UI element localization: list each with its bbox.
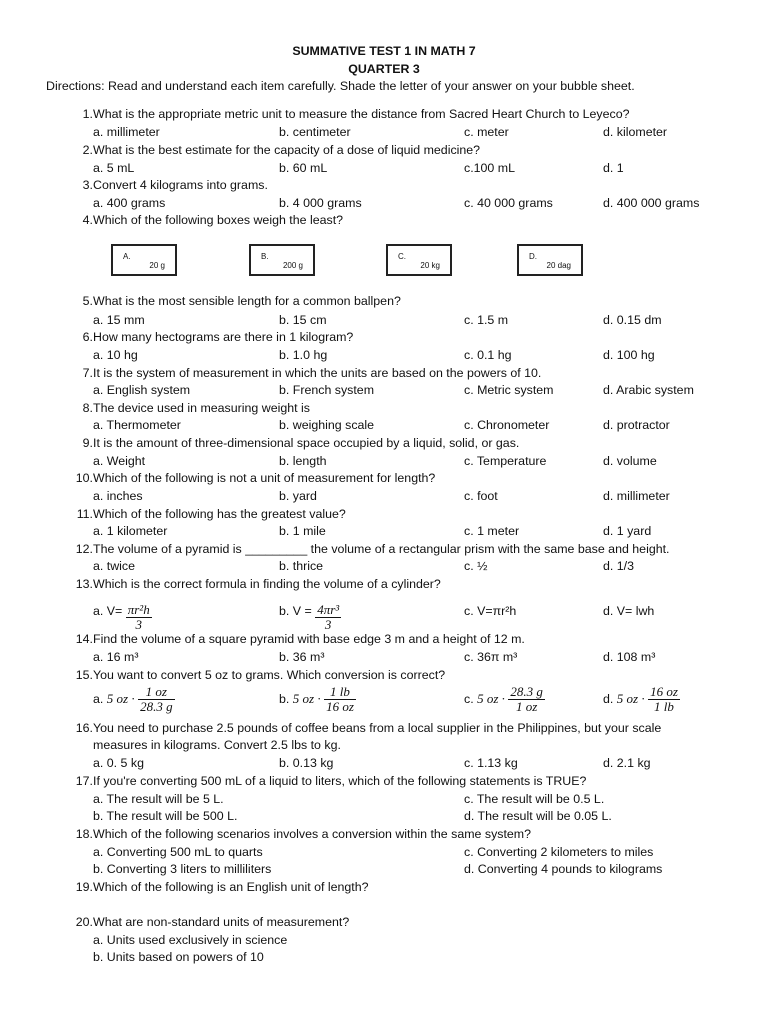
question-text: What are non-standard units of measurement? [93, 915, 350, 929]
question-16-option-b: b. 0.13 kg [279, 756, 334, 770]
question-number: 14. [75, 632, 93, 646]
question-17-option-c: c. The result will be 0.5 L. [464, 792, 605, 806]
q14-option-a: a. 16 m³ [93, 650, 139, 664]
question-13 [69, 577, 441, 591]
question-19 [69, 880, 369, 894]
q15-option-c: c. 5 oz · $\frac{28.3 g}{1 oz}$ [464, 684, 543, 714]
q14-option-b: b. 36 m³ [279, 650, 325, 664]
question-3 [69, 178, 268, 192]
question-text: Which of the following has the greatest value? [93, 507, 346, 521]
question-8-option-a: a. Thermometer [93, 418, 181, 432]
question-16-option-a: a. 0. 5 kg [93, 756, 144, 770]
test-title: SUMMATIVE TEST 1 IN MATH 7 [292, 44, 476, 58]
question-number: 16. [75, 721, 93, 735]
question-2 [69, 143, 481, 157]
question-2-option-a: a. 5 mL [93, 161, 135, 175]
question-text: If you're converting 500 mL of a liquid to liters, which of the following statements is TRUE? [93, 774, 587, 788]
question-text: Which is the correct formula in finding the volume of a cylinder? [93, 577, 441, 591]
question-text: The device used in measuring weight is [93, 401, 310, 415]
question-18-option-b: b. Converting 3 liters to milliliters [93, 862, 272, 876]
question-16 [69, 721, 662, 752]
question-11-option-a: a. 1 kilometer [93, 524, 168, 538]
question-number: 19. [75, 880, 93, 894]
question-3-option-b: b. 4 000 grams [279, 196, 362, 210]
question-20-option-a: a. Units used exclusively in science [93, 933, 288, 947]
question-number: 1. [82, 107, 93, 121]
question-number: 5. [82, 294, 93, 308]
question-number: 15. [75, 668, 93, 682]
q15-options [0, 684, 768, 714]
question-9-option-c: c. Temperature [464, 454, 547, 468]
question-12-option-d: d. 1/3 [603, 559, 635, 573]
q4-box-c [386, 244, 452, 276]
question-8-option-b: b. weighing scale [279, 418, 375, 432]
question-6-option-b: b. 1.0 hg [279, 348, 328, 362]
directions: Directions: Read and understand each item carefully. Shade the letter of your answer on your bubble sheet. [46, 79, 635, 93]
question-3-option-a: a. 400 grams [93, 196, 166, 210]
question-text: What is the most sensible length for a common ballpen? [93, 294, 401, 308]
question-18 [69, 827, 532, 841]
question-8-option-c: c. Chronometer [464, 418, 550, 432]
question-number: 2. [82, 143, 93, 157]
question-number: 3. [82, 178, 93, 192]
box-letter: A. [123, 252, 131, 261]
question-5-option-a: a. 15 mm [93, 313, 145, 327]
question-number: 10. [75, 471, 93, 485]
q15-option-b: b. 5 oz · $\frac{1 lb}{16 oz}$ [279, 684, 354, 714]
q13-option-a: a. V= $\frac{\text{πr²h}}{3}$ [93, 602, 150, 632]
question-11 [69, 507, 346, 521]
q14-option-c: c. 36π m³ [464, 650, 518, 664]
question-2-option-b: b. 60 mL [279, 161, 328, 175]
question-18-option-c: c. Converting 2 kilometers to miles [464, 845, 654, 859]
question-text: It is the system of measurement in which the units are based on the powers of 10. [93, 366, 542, 380]
question-9 [69, 436, 520, 450]
question-8 [69, 401, 310, 415]
question-text: You need to purchase 2.5 pounds of coffee beans from a local supplier in the Philippines, but your scale [93, 721, 662, 735]
q13-option-c: c. V=πr²h [464, 604, 517, 618]
question-text: It is the amount of three-dimensional space occupied by a liquid, solid, or gas. [93, 436, 520, 450]
question-11-option-d: d. 1 yard [603, 524, 652, 538]
question-10-option-d: d. millimeter [603, 489, 670, 503]
question-number: 17. [75, 774, 93, 788]
question-12-option-a: a. twice [93, 559, 136, 573]
question-12-option-b: b. thrice [279, 559, 324, 573]
question-9-option-a: a. Weight [93, 454, 146, 468]
question-17 [69, 774, 587, 788]
question-number: 9. [82, 436, 93, 450]
question-10-option-b: b. yard [279, 489, 317, 503]
question-7-option-c: c. Metric system [464, 383, 554, 397]
question-6-option-a: a. 10 hg [93, 348, 138, 362]
question-number: 8. [82, 401, 93, 415]
question-5-option-d: d. 0.15 dm [603, 313, 662, 327]
question-1-option-d: d. kilometer [603, 125, 668, 139]
question-16-option-d: d. 2.1 kg [603, 756, 651, 770]
question-text: Find the volume of a square pyramid with base edge 3 m and a height of 12 m. [93, 632, 525, 646]
question-10-option-c: c. foot [464, 489, 498, 503]
question-4 [69, 213, 344, 227]
question-3-option-d: d. 400 000 grams [603, 196, 700, 210]
box-letter: B. [261, 252, 269, 261]
q14-options [0, 650, 768, 666]
question-18-option-a: a. Converting 500 mL to quarts [93, 845, 263, 859]
question-12-option-c: c. ½ [464, 559, 488, 573]
question-number: 4. [82, 213, 93, 227]
question-18-option-d: d. Converting 4 pounds to kilograms [464, 862, 663, 876]
question-11-option-c: c. 1 meter [464, 524, 520, 538]
q14-option-d: d. 108 m³ [603, 650, 656, 664]
question-text: Which of the following boxes weigh the least? [93, 213, 344, 227]
question-17-option-a: a. The result will be 5 L. [93, 792, 224, 806]
question-9-option-d: d. volume [603, 454, 657, 468]
question-number: 18. [75, 827, 93, 841]
question-2-option-d: d. 1 [603, 161, 624, 175]
question-10-option-a: a. inches [93, 489, 143, 503]
question-text: Which of the following is an English unit of length? [93, 880, 369, 894]
question-17-option-b: b. The result will be 500 L. [93, 809, 238, 823]
box-value: 200 g [282, 261, 303, 270]
question-text-continued: measures in kilograms. Convert 2.5 lbs to kg. [93, 738, 341, 752]
q13-options [0, 597, 768, 632]
question-text: What is the best estimate for the capacity of a dose of liquid medicine? [93, 143, 481, 157]
question-3-option-c: c. 40 000 grams [464, 196, 553, 210]
question-text: How many hectograms are there in 1 kilogram? [93, 330, 354, 344]
question-20 [69, 915, 350, 929]
question-10 [69, 471, 436, 485]
question-20-option-b: b. Units based on powers of 10 [93, 950, 264, 964]
question-9-option-b: b. length [279, 454, 327, 468]
question-5-option-b: b. 15 cm [279, 313, 327, 327]
question-number: 7. [82, 366, 93, 380]
question-number: 13. [75, 577, 93, 591]
question-6 [69, 330, 354, 344]
q13-option-d: d. V= lwh [603, 604, 655, 618]
q4-box-b [249, 244, 315, 276]
question-17-option-d: d. The result will be 0.05 L. [464, 809, 612, 823]
question-text: What is the appropriate metric unit to measure the distance from Sacred Heart Church to Leyeco? [93, 107, 630, 121]
question-text: The volume of a pyramid is _________ the volume of a rectangular prism with the same base and height. [93, 542, 670, 556]
question-1-option-a: a. millimeter [93, 125, 160, 139]
q4-box-d [517, 244, 583, 276]
question-16-option-c: c. 1.13 kg [464, 756, 518, 770]
question-text: Which of the following scenarios involves a conversion within the same system? [93, 827, 532, 841]
box-value: 20 kg [420, 261, 440, 270]
question-5 [69, 294, 401, 308]
question-number: 20. [75, 915, 93, 929]
question-7-option-d: d. Arabic system [603, 383, 694, 397]
test-subtitle: QUARTER 3 [348, 62, 420, 76]
question-text: Convert 4 kilograms into grams. [93, 178, 268, 192]
question-1 [69, 107, 630, 121]
box-value: 20 dag [546, 261, 571, 270]
question-number: 12. [75, 542, 93, 556]
question-12 [69, 542, 670, 556]
question-7-option-a: a. English system [93, 383, 191, 397]
question-6-option-d: d. 100 hg [603, 348, 655, 362]
question-2-option-c: c.100 mL [464, 161, 515, 175]
q15-option-d: d. 5 oz · $\frac{16 oz}{1 lb}$ [603, 684, 678, 714]
question-8-option-d: d. protractor [603, 418, 670, 432]
question-1-option-b: b. centimeter [279, 125, 351, 139]
question-6-option-c: c. 0.1 hg [464, 348, 512, 362]
question-7-option-b: b. French system [279, 383, 375, 397]
question-number: 11. [76, 507, 93, 521]
question-14 [69, 632, 525, 646]
q15-option-a: a. 5 oz · $\frac{1 oz}{28.3 g}$ [93, 684, 173, 714]
question-15 [69, 668, 446, 682]
question-11-option-b: b. 1 mile [279, 524, 326, 538]
q4-box-a [111, 244, 177, 276]
question-1-option-c: c. meter [464, 125, 509, 139]
question-number: 6. [82, 330, 93, 344]
box-value: 20 g [149, 261, 165, 270]
question-5-option-c: c. 1.5 m [464, 313, 509, 327]
question-text: Which of the following is not a unit of measurement for length? [93, 471, 436, 485]
question-7 [69, 366, 542, 380]
question-text: You want to convert 5 oz to grams. Which conversion is correct? [93, 668, 446, 682]
box-letter: C. [398, 252, 406, 261]
q13-option-b: b. V = $\frac{\text{4πr³}}{3}$ [279, 602, 340, 632]
box-letter: D. [529, 252, 537, 261]
